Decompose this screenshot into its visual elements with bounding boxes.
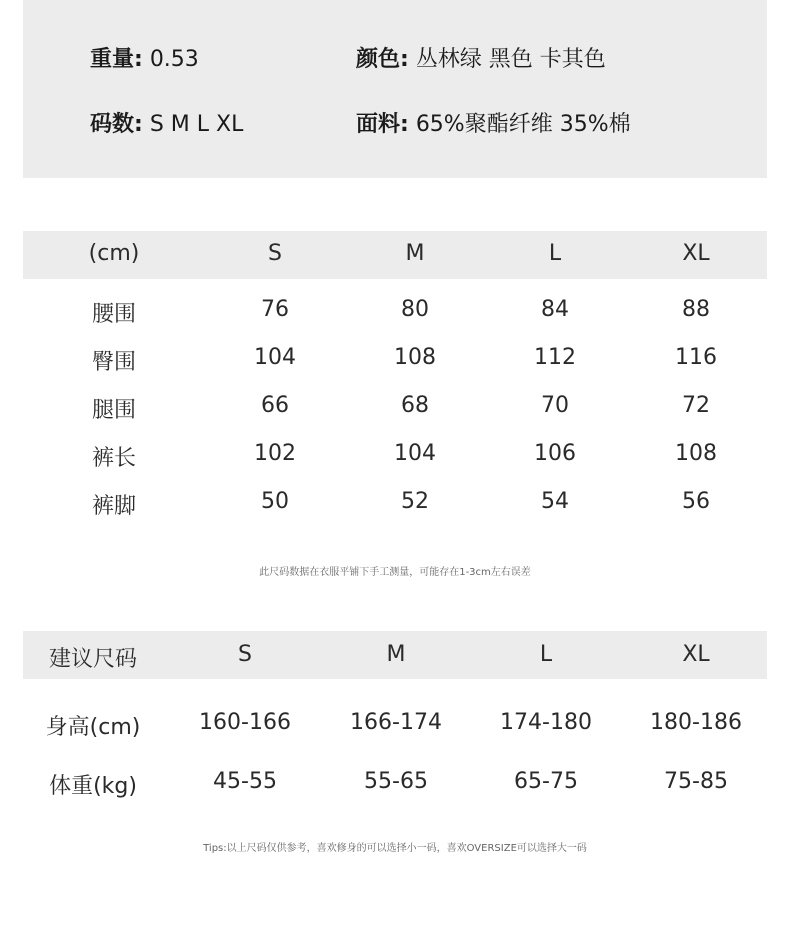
recommend-table-header-cell: M <box>386 642 406 667</box>
size-table-cell: 108 <box>394 345 436 370</box>
size-table-cell: 70 <box>541 393 569 418</box>
size-table-cell: 88 <box>682 297 710 322</box>
size-table-cell: 102 <box>254 441 296 466</box>
recommend-table-header-cell: S <box>238 642 252 667</box>
recommend-table-cell: 174-180 <box>500 710 592 735</box>
recommend-table-cell: 75-85 <box>664 769 728 794</box>
color-label: 颜色: <box>356 47 409 72</box>
size-table-note: 此尺码数据在衣服平铺下手工测量，可能存在1-3cm左右误差 <box>259 567 531 578</box>
recommend-table-cell: 55-65 <box>364 769 428 794</box>
size-table-header-cell: XL <box>682 241 710 266</box>
size-table-cell: 72 <box>682 393 710 418</box>
weight-info <box>90 42 199 73</box>
size-table-cell: 84 <box>541 297 569 322</box>
size-table-cell: 68 <box>401 393 429 418</box>
fabric-info <box>356 107 631 138</box>
fabric-label: 面料: <box>356 112 409 137</box>
size-table-cell: 106 <box>534 441 576 466</box>
size-table-cell: 56 <box>682 489 710 514</box>
size-table-cell: 52 <box>401 489 429 514</box>
product-info-panel <box>23 0 767 178</box>
size-table-row-label: 臀围 <box>91 350 137 375</box>
size-table-cell: 112 <box>534 345 576 370</box>
size-table-header-cell: S <box>268 241 282 266</box>
size-table-row-label: 腰围 <box>91 302 137 327</box>
size-table-header-cell: (cm) <box>88 241 140 266</box>
color-value: 丛林绿 黑色 卡其色 <box>415 47 606 72</box>
size-table-cell: 66 <box>261 393 289 418</box>
size-info <box>90 107 243 138</box>
size-table-cell: 80 <box>401 297 429 322</box>
size-table-cell: 104 <box>254 345 296 370</box>
recommend-table-header-cell: L <box>539 642 553 667</box>
size-table-cell: 104 <box>394 441 436 466</box>
size-label: 码数: <box>90 112 143 137</box>
recommend-table-header-cell: XL <box>682 642 710 667</box>
size-table-header-cell: M <box>405 241 425 266</box>
size-table-cell: 76 <box>261 297 289 322</box>
size-table-cell: 50 <box>261 489 289 514</box>
recommend-table-header-cell: 建议尺码 <box>48 647 138 672</box>
recommend-table-note: Tips:以上尺码仅供参考，喜欢修身的可以选择小一码，喜欢OVERSIZE可以选择大一码 <box>203 843 587 854</box>
recommend-table-row-label: 身高(cm) <box>45 715 141 740</box>
recommend-table-cell: 180-186 <box>650 710 742 735</box>
size-table-header-cell: L <box>548 241 562 266</box>
size-table-row-label: 裤脚 <box>91 494 137 519</box>
size-table-cell: 116 <box>675 345 717 370</box>
size-value: S M L XL <box>149 112 244 137</box>
size-table-cell: 54 <box>541 489 569 514</box>
fabric-value: 65%聚酯纤维 35%棉 <box>415 112 631 137</box>
recommend-table-cell: 160-166 <box>199 710 291 735</box>
size-table-cell: 108 <box>675 441 717 466</box>
size-table-row-label: 腿围 <box>91 398 137 423</box>
weight-value: 0.53 <box>149 47 199 72</box>
size-table-row-label: 裤长 <box>91 446 137 471</box>
weight-label: 重量: <box>90 47 143 72</box>
recommend-table-row-label: 体重(kg) <box>49 774 137 799</box>
recommend-table-cell: 65-75 <box>514 769 578 794</box>
recommend-table-cell: 166-174 <box>350 710 442 735</box>
recommend-table-cell: 45-55 <box>213 769 277 794</box>
color-info <box>356 42 606 73</box>
